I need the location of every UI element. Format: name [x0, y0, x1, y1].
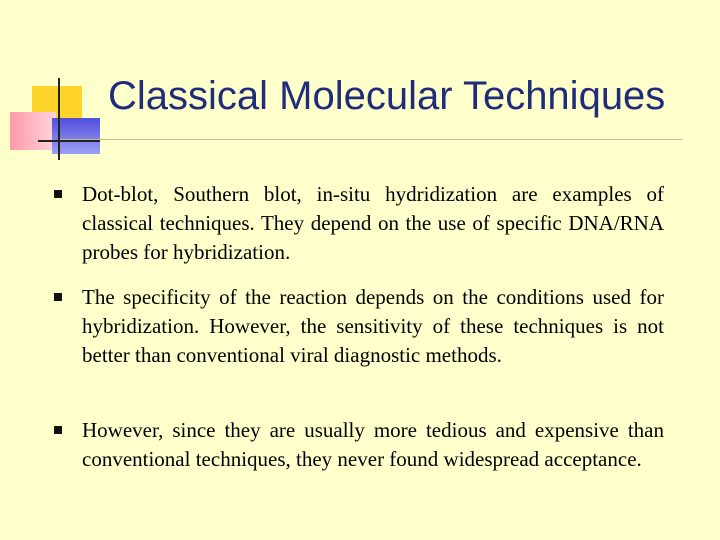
logo-red-square [10, 112, 56, 150]
square-bullet-icon [54, 190, 62, 198]
slide-title: Classical Molecular Techniques [108, 74, 666, 118]
logo-horizontal-line [38, 140, 100, 142]
square-bullet-icon [54, 426, 62, 434]
decorative-logo [0, 0, 110, 170]
bullet-text: The specificity of the reaction depends on the conditions used for hybridization. However, the sensitivity of these techniques is not better than conventional viral diagnostic methods. [82, 285, 664, 367]
bullet-text: However, since they are usually more tedious and expensive than conventional techniques, they never found widespread acceptance. [82, 418, 664, 471]
bullet-text: Dot-blot, Southern blot, in-situ hydridization are examples of classical techniques. They depend on the use of specific DNA/RNA probes for hybridization. [82, 182, 664, 264]
title-underline [60, 139, 682, 140]
square-bullet-icon [54, 293, 62, 301]
logo-vertical-line [58, 78, 60, 160]
